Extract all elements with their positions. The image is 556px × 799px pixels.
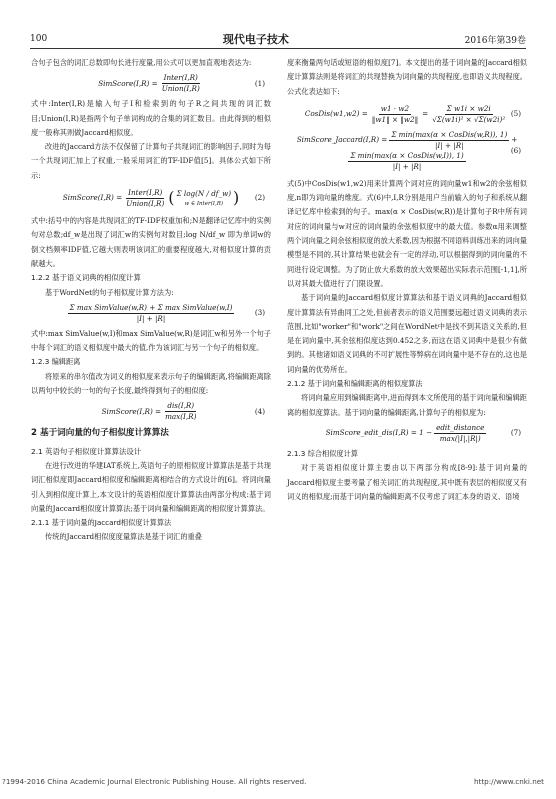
eq7-fraction bbox=[434, 423, 486, 444]
eq7-numerator: edit_distance bbox=[436, 422, 485, 432]
eq1-number: (1) bbox=[254, 78, 265, 88]
eq4-denominator: max(I,R) bbox=[165, 412, 197, 422]
eq4-number: (4) bbox=[254, 406, 265, 416]
eq5-number: (5) bbox=[510, 109, 521, 119]
paragraph: 基于词向量的Jaccard相似度计算算法和基于语义词典的Jaccard相似度计算算法有异曲同工之处,但前者表示的语义范围要远超过语义词典的表示范围,比如"worker"和"work"之间在WordNet中是找不到其语义关系的,但是在词向量中,其余弦相似度达到0.452之多,而这在语义词典中是很少有做到的。其他诸如语义词典的不可扩展性等弊病在词向量中是不存在的,这也是词向量的优势所在。 bbox=[287, 293, 527, 374]
paragraph: 在进行改进的华建IAT系统上,英语句子的原相似度计算算法是基于共现词汇相似度即Jaccard相似度和编辑距离相结合的方式设计的[6]。将词向量引入到相似度计算上,本文设计的英语相似度计算算法由两部分构成:基于词向量的Jaccard相似度计算算法;基于词向量和编辑距离的相似度计算算法。 bbox=[31, 460, 271, 513]
eq3-numerator: Σ max SimValue(w,R) + Σ max SimValue(w,I) bbox=[69, 302, 233, 312]
page-footer bbox=[0, 777, 556, 786]
paragraph: 将词向量应用到编辑距离中,进而得到本文所使用的基于词向量和编辑距离的相似度算法。基于词向量的编辑距离,计算句子的相似度为: bbox=[287, 393, 527, 417]
section-2-1-heading: 2.1 英语句子相似度计算算法设计 bbox=[31, 446, 142, 456]
eq7-lhs: SimScore_edit_dis(I,R) = 1 − bbox=[325, 428, 433, 438]
equation-4 bbox=[31, 401, 271, 422]
paragraph: 式中:max SimValue(w,I)和max SimValue(w,R)是词汇w和另外一个句子中每个词汇的语义相似度中最大的值,作为该词汇与另一个句子的相似度。 bbox=[31, 328, 271, 353]
eq6-numerator-1: Σ min(max(α × CosDis(w,R)), 1) bbox=[391, 129, 508, 139]
eq2-fraction bbox=[124, 188, 166, 209]
section-2-1-2-heading: 2.1.2 基于词向量和编辑距离的相似度算法 bbox=[287, 379, 423, 389]
section-2-1-3-heading: 2.1.3 综合相似度计算 bbox=[287, 448, 358, 458]
eq6-numerator-2: Σ min(max(α × CosDis(w,I)), 1) bbox=[350, 150, 464, 160]
eq6-denominator-2: |I| + |R| bbox=[392, 161, 422, 171]
eq5-lhs: CosDis(w1,w2) = bbox=[304, 109, 368, 119]
cnki-link[interactable]: http://www.cnki.net bbox=[473, 777, 544, 786]
paragraph: 改进的Jaccard方法不仅保留了计算句子共现词汇的影响因子,同时为每一个共现词汇加上了权重,一般采用词汇的TF-IDF值[5]。具体公式如下所示: bbox=[31, 142, 271, 180]
equation-1 bbox=[31, 73, 271, 94]
copyright-notice: ?1994-2016 China Academic Journal Electronic Publishing House. All rights reserved. bbox=[2, 777, 307, 786]
eq4-fraction bbox=[163, 401, 198, 422]
eq3-number: (3) bbox=[254, 308, 265, 318]
eq6-fraction-1 bbox=[389, 130, 509, 151]
issue-info: 2016年第39卷 bbox=[464, 35, 526, 46]
equation-2 bbox=[31, 188, 271, 209]
eq2-paren-open: ( bbox=[168, 188, 175, 208]
eq6-number: (6) bbox=[510, 145, 521, 155]
eq2-sum-sub: w ∈ Inter(I,R) bbox=[184, 200, 223, 207]
eq2-paren-close: ) bbox=[233, 188, 240, 208]
header-rule bbox=[30, 48, 526, 49]
eq1-denominator: Union(I,R) bbox=[161, 84, 200, 94]
eq2-sum bbox=[177, 189, 232, 209]
eq2-number: (2) bbox=[254, 193, 265, 203]
paragraph: 合句子包含的词汇总数即句长进行度量,用公式可以更加直观地表达为: bbox=[31, 58, 252, 67]
eq5-right-denominator: √Σ(w1i)² × √Σ(w2i)² bbox=[432, 114, 506, 124]
eq6-lhs: SimScore_Jaccard(I,R) = bbox=[296, 135, 388, 145]
eq2-denominator: Union(I,R) bbox=[126, 199, 165, 209]
equation-7 bbox=[287, 423, 527, 444]
equation-5 bbox=[287, 104, 527, 125]
right-column bbox=[287, 56, 527, 504]
eq3-denominator: |I| + |R| bbox=[136, 313, 166, 323]
equation-6 bbox=[287, 130, 527, 172]
left-column bbox=[31, 56, 271, 545]
eq4-lhs: SimScore(I,R) = bbox=[101, 406, 162, 416]
paragraph: 对于英语相似度计算主要由以下两部分构成[8-9]:基于词向量的Jaccard相似度主要考量了相关词汇的共现程度,其中既有表层的相似度又有词义的相似度;而基于词向量的编辑距离不仅考虑了词汇本身的语义、语境 bbox=[287, 463, 527, 501]
page-number: 100 bbox=[30, 34, 48, 44]
eq5-fraction bbox=[370, 104, 420, 125]
paragraph: 式中:Inter(I,R)是输入句子I和检索到的句子R之间共现的词汇数目;Union(I,R)是指两个句子单词构成的合集的词汇数目。由此得到的相似度一般称其则做Jaccard相似度。 bbox=[31, 99, 271, 137]
eq7-number: (7) bbox=[510, 428, 521, 438]
paragraph: 式(5)中CosDis(w1,w2)用来计算两个词对应的词向量w1和w2的余弦相似度,n即为词向量的维度。式(6)中,I,R分别是用户当前输入的句子和系统从翻译记忆库中检索到的句子。max(α × CosDis(w,R))是计算句子R中所有词对应的词向量与w对应的词向量的余弦相似度中的最大值。参数α用来调整两个词向量之间余弦相似度的放大系数,因为根据不同语料训练出来的词向量模型是不同的,其计算结果也就会有一定的浮动,可以根据得到的词向量的不同进行设定调整。为了防止放大系数的放大效果超出实际表示范围[-1,1],所以对其最大值进行了门限设置。 bbox=[287, 178, 527, 288]
eq6-fraction-2 bbox=[348, 151, 465, 172]
eq1-numerator: Inter(I,R) bbox=[163, 73, 198, 83]
eq5-denominator: ‖w1‖ × ‖w2‖ bbox=[371, 114, 419, 124]
eq3-fraction bbox=[68, 303, 235, 324]
eq7-denominator: max(|I|,|R|) bbox=[439, 433, 481, 443]
eq6-denominator-1: |I| + |R| bbox=[435, 140, 464, 150]
eq4-numerator: dis(I,R) bbox=[167, 401, 195, 411]
page-header bbox=[30, 31, 526, 47]
eq6-plus: + bbox=[511, 135, 518, 145]
eq5-equals: = bbox=[422, 109, 429, 119]
eq1-lhs: SimScore(I,R) = bbox=[98, 78, 158, 88]
eq2-lhs: SimScore(I,R) = bbox=[62, 193, 123, 203]
paragraph: 基于WordNet的句子相似度计算方法为: bbox=[45, 287, 174, 297]
paragraph: 式中:括号中的内容是共现词汇的TF-IDF权重加和;N是翻译记忆库中的实例句对总数;df_w是出现了词汇w的实例句对数目;log N/df_w 即为单词w的倒文档频率IDF值,它越大则表明该词汇的重要程度越大,对相似度计算的贡献越大。 bbox=[31, 216, 271, 268]
paragraph: 传统的Jaccard相似度度量算法是基于词汇的重叠 bbox=[45, 532, 202, 542]
section-2-1-1-heading: 2.1.1 基于词向量的Jaccard相似度计算算法 bbox=[31, 518, 172, 528]
section-2-heading: 2 基于词向量的句子相似度计算算法 bbox=[31, 428, 169, 439]
equation-3 bbox=[31, 303, 271, 324]
eq5-fraction-right bbox=[430, 104, 507, 125]
eq2-numerator: Inter(I,R) bbox=[128, 188, 163, 198]
eq2-sum-body: Σ log(N / df_w) bbox=[176, 188, 232, 198]
paragraph: 将原来的串尔值改为词义的相似度来表示句子的编辑距离,将编辑距离除以两句中较长的一句的句子长度,最终得到句子的相似度: bbox=[31, 371, 271, 396]
eq5-right-numerator: Σ w1i × w2i bbox=[446, 103, 491, 113]
section-1-2-2-heading: 1.2.2 基于语义词典的相似度计算 bbox=[31, 273, 141, 283]
eq1-fraction bbox=[160, 73, 202, 94]
paragraph: 度来衡量两句话或短语的相似度[7]。本文提出的基于词向量的Jaccard相似度计算算法则是将词汇的共现替换为词向量的共现程度,也即语义共现程度。公式化表达如下: bbox=[287, 58, 527, 96]
section-1-2-3-heading: 1.2.3 编辑距离 bbox=[31, 357, 81, 367]
eq5-numerator: w1 · w2 bbox=[380, 103, 410, 113]
journal-title: 现代电子技术 bbox=[222, 33, 289, 46]
